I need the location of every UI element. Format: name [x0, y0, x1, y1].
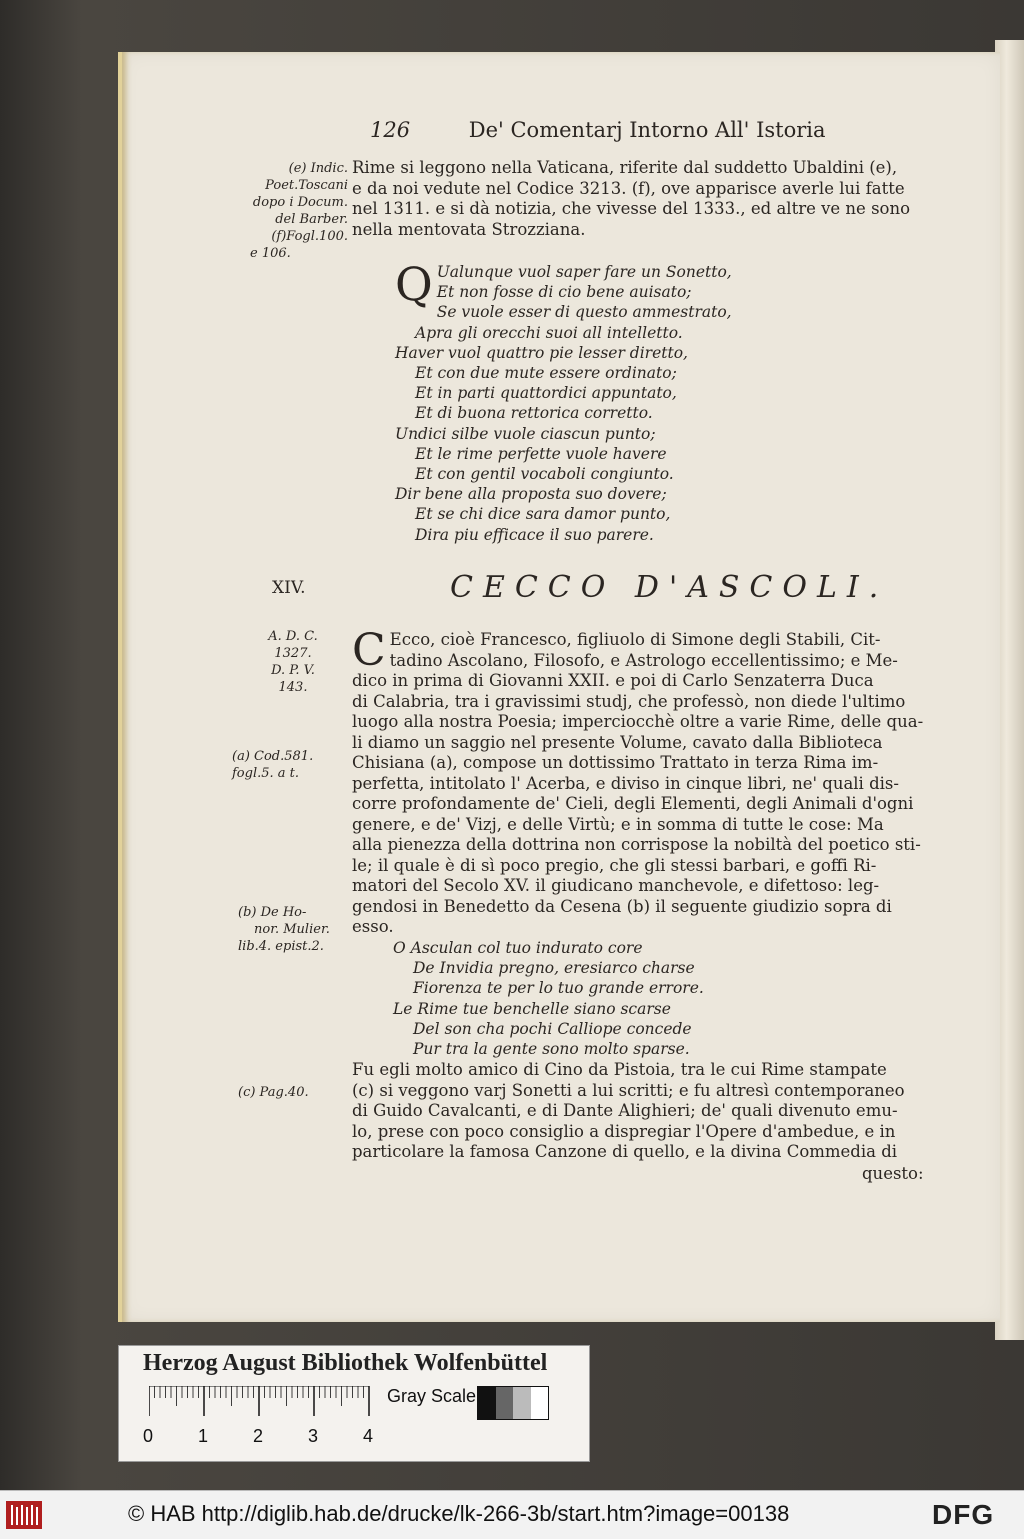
intro-paragraph: [352, 158, 956, 240]
margin-note-line: (a) Cod.581.: [232, 749, 314, 764]
text-line: perfetta, intitolato l' Acerba, e diviso in cinque libri, ne' quali dis-: [352, 773, 899, 793]
ruler-number: 1: [198, 1426, 209, 1446]
text-line: corre profondamente de' Cieli, degli Elementi, degli Animali d'ogni: [352, 794, 914, 813]
margin-note-line: (f)Fogl.100.: [271, 229, 348, 244]
text-line: matori del Secolo XV. il giudicano manchevole, e difettoso: leg-: [352, 876, 880, 895]
verse-line: O Asculan col tuo indurato core: [393, 939, 643, 957]
main-paragraph-1: [352, 625, 956, 938]
text-line: di Calabria, tra i gravissimi studj, che professò, non diede l'ultimo: [352, 691, 906, 711]
viewer-footer: [0, 1490, 1024, 1539]
verse-line: Dir bene alla proposta suo dovere;: [395, 485, 667, 504]
ruler-number: 3: [308, 1426, 319, 1446]
margin-note-line: (e) Indic.: [288, 161, 348, 176]
hab-logo-icon: [6, 1501, 42, 1529]
margin-note-line: D. P. V.: [271, 663, 315, 678]
verse-line: Et le rime perfette vuole havere: [415, 444, 667, 463]
verse-line: Et con due mute essere ordinato;: [415, 364, 677, 383]
margin-note-line: (c) Pag.40.: [238, 1085, 309, 1100]
margin-note-line: (b) De Ho-: [238, 905, 307, 920]
margin-note-line: lib.4. epist.2.: [238, 939, 324, 954]
text-line: alla pienezza della dottrina non corrispose la nobiltà del poetico sti-: [352, 835, 921, 854]
verse-line: Et con gentil vocaboli congiunto.: [415, 465, 674, 484]
verse-line: Undici silbe vuole ciascun punto;: [395, 424, 656, 443]
page-number: 126: [370, 118, 411, 142]
gray-scale-swatches: [477, 1386, 549, 1420]
verse-line: Pur tra la gente sono molto sparse.: [413, 1040, 690, 1059]
library-color-card: [118, 1345, 590, 1462]
text-line: esso.: [352, 917, 394, 936]
verse-line: Et non fosse di cio bene auisato;: [436, 283, 692, 302]
verse-line: Et se chi dice sara damor punto,: [415, 505, 671, 524]
margin-note-line: 143.: [278, 680, 308, 695]
library-name: Herzog August Bibliothek Wolfenbüttel: [143, 1350, 548, 1376]
text-line: gendosi in Benedetto da Cesena (b) il seguente giudizio sopra di: [352, 896, 892, 916]
text-line: le; il quale è di sì poco pregio, che gli stessi barbari, e goffi Ri-: [352, 855, 877, 875]
verse-line: De Invidia pregno, eresiarco charse: [413, 959, 695, 978]
note-a: [232, 748, 348, 782]
gray-swatch: [478, 1387, 496, 1419]
gray-swatch: [496, 1387, 514, 1419]
text-line: e da noi vedute nel Codice 3213. (f), ove apparisce averle lui fatte: [352, 178, 905, 198]
margin-note-line: nor. Mulier.: [254, 922, 330, 937]
verse-line: Le Rime tue benchelle siano scarse: [393, 999, 671, 1018]
catchword: questo:: [862, 1164, 924, 1183]
verse-line: Et in parti quattordici appuntato,: [415, 384, 677, 403]
text-line: li diamo un saggio nel presente Volume, cavato dalla Biblioteca: [352, 732, 883, 752]
section-title: CECCO D'ASCOLI.: [450, 570, 889, 605]
text-line: Fu egli molto amico di Cino da Pistoia, tra le cui Rime stampate: [352, 1060, 887, 1079]
running-title: De' Comentarj Intorno All' Istoria: [468, 118, 826, 142]
text-line: lo, prese con poco consiglio a dispregiar l'Opere d'ambedue, e in: [352, 1121, 896, 1141]
sonnet: [395, 257, 732, 545]
verse-line: Apra gli orecchi suoi all intelletto.: [415, 323, 683, 342]
text-line: luogo alla nostra Poesia; imperciocchè oltre a varie Rime, delle qua-: [352, 712, 924, 731]
dfg-logo: DFG: [932, 1499, 995, 1530]
text-line: dico in prima di Giovanni XXII. e poi di Carlo Senzaterra Duca: [352, 671, 874, 690]
text-line: Chisiana (a), compose un dottissimo Trattato in terza Rima im-: [352, 753, 879, 772]
text-line: di Guido Cavalcanti, e di Dante Alighieri; de' quali divenuto emu-: [352, 1101, 898, 1120]
margin-note-line: A. D. C.: [268, 629, 318, 644]
text-line: nel 1311. e si dà notizia, che vivesse del 1333., ed altre ve ne sono: [352, 199, 911, 218]
margin-note-line: e 106.: [250, 246, 291, 261]
gray-scale-label: Gray Scale: [387, 1386, 477, 1406]
ruler-scale: [149, 1386, 379, 1420]
verse-line: Se vuole esser di questo ammestrato,: [436, 303, 732, 322]
ruler-number: 0: [143, 1426, 154, 1446]
section-number: XIV.: [272, 578, 306, 598]
verse-line: Dira piu efficace il suo parere.: [415, 525, 654, 544]
note-b: [238, 904, 350, 955]
text-line: nella mentovata Strozziana.: [352, 219, 586, 239]
main-paragraph-2: [352, 1060, 956, 1163]
top-margin-notes: [238, 160, 348, 262]
text-line: genere, e de' Vizj, e delle Virtù; e in somma di tutte le cose: Ma: [352, 814, 884, 834]
margin-note-line: 1327.: [274, 646, 312, 661]
main-dropcap: C: [352, 625, 386, 676]
verse-line: Et di buona rettorica corretto.: [415, 404, 653, 423]
verse-line: Del son cha pochi Calliope concede: [413, 1019, 692, 1038]
margin-note-line: del Barber.: [275, 212, 348, 227]
ruler-number: 2: [253, 1426, 264, 1446]
verse-line: Ualunque vuol saper fare un Sonetto,: [436, 263, 732, 281]
text-line: (c) si veggono varj Sonetti a lui scritti; e fu altresì contemporaneo: [352, 1080, 905, 1100]
text-line: Rime si leggono nella Vaticana, riferite dal suddetto Ubaldini (e),: [352, 158, 898, 177]
verse-line: Fiorenza te per lo tuo grande errore.: [413, 979, 704, 998]
gray-swatch: [531, 1387, 549, 1419]
margin-note-line: Poet.Toscani: [265, 178, 348, 193]
footer-copyright[interactable]: © HAB http://diglib.hab.de/drucke/lk-266-3b/start.htm?image=00138: [128, 1501, 790, 1526]
page-header: [370, 118, 840, 142]
text-line: tadino Ascolano, Filosofo, e Astrologo eccellentissimo; e Me-: [389, 650, 898, 670]
gray-swatch: [513, 1387, 531, 1419]
note-c: [238, 1084, 348, 1101]
text-line: particolare la famosa Canzone di quello, e la divina Commedia di: [352, 1142, 898, 1161]
margin-note-line: dopo i Docum.: [252, 195, 348, 210]
sonnet-dropcap: Q: [395, 257, 433, 311]
verse-line: Haver vuol quattro pie lesser diretto,: [395, 343, 688, 362]
margin-note-line: fogl.5. a t.: [232, 766, 300, 781]
text-line: Ecco, cioè Francesco, figliuolo di Simone degli Stabili, Cit-: [389, 630, 881, 649]
date-note: [238, 628, 348, 696]
ruler-number: 4: [363, 1426, 374, 1446]
quoted-verse: [393, 938, 704, 1059]
